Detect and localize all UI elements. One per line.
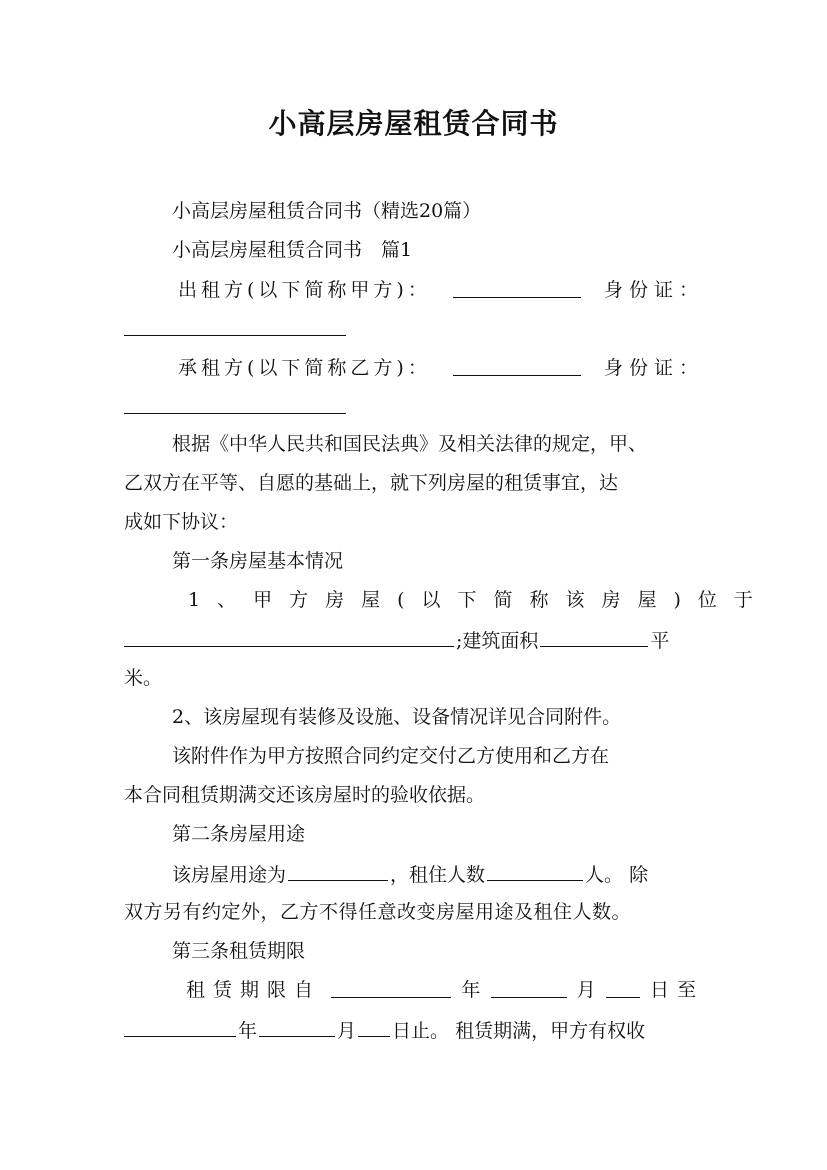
term-line-2: [124, 1010, 704, 1049]
occupants-unit: 人。 除: [585, 864, 649, 886]
lessor-line: [178, 271, 704, 310]
location-blank: [124, 620, 454, 647]
lessor-label: 出租方(以下简称甲方)：: [178, 279, 431, 301]
term-end-month-blank: [259, 1010, 335, 1037]
lessee-label: 承租方(以下简称乙方)：: [178, 357, 431, 379]
basis-line-1: 根据《中华人民共和国民法典》及相关法律的规定，甲、: [172, 433, 648, 455]
term-month-label: 月: [576, 979, 596, 1001]
term-year-label: 年: [461, 979, 481, 1001]
document-title: 小高层房屋租赁合同书: [268, 107, 559, 140]
paragraph-subtitle: 小高层房屋租赁合同书（精选20篇）: [172, 200, 482, 222]
term-start-year-blank: [331, 971, 451, 998]
term-line-1: [186, 971, 704, 1010]
area-label: ;建筑面积: [456, 630, 539, 652]
annex-line-1: 该附件作为甲方按照合同约定交付乙方使用和乙方在: [172, 745, 610, 767]
article-1-item-1: 1、甲方房屋(以下简称该房屋)位于: [188, 589, 770, 611]
article-1-heading: 第一条房屋基本情况: [172, 550, 344, 572]
occupants-label: ，租住人数: [390, 864, 486, 886]
lessee-id-blank: [124, 412, 346, 414]
lessor-id-blank: [124, 334, 346, 336]
article-2-heading: 第二条房屋用途: [172, 823, 306, 845]
paragraph-section-heading: 小高层房屋租赁合同书 篇1: [172, 239, 413, 261]
lessor-name-blank: [453, 271, 581, 298]
occupants-blank: [487, 854, 583, 881]
term-end-year-label: 年: [238, 1020, 258, 1042]
term-day-to-label: 日至: [649, 979, 704, 1001]
term-start-month-blank: [491, 971, 567, 998]
term-end-day-blank: [358, 1010, 390, 1037]
use-line: [172, 854, 704, 893]
lessee-name-blank: [453, 349, 581, 376]
use-line-2: 双方另有约定外，乙方不得任意改变房屋用途及租住人数。: [124, 901, 632, 923]
lessor-id-label: 身份证：: [603, 279, 704, 301]
term-start-day-blank: [606, 971, 640, 998]
area-line: [124, 620, 704, 659]
basis-line-2: 乙双方在平等、自愿的基础上，就下列房屋的租赁事宜，达: [124, 472, 619, 494]
basis-line-3: 成如下协议：: [124, 511, 239, 533]
term-end-year-blank: [124, 1010, 236, 1037]
area-unit-line: 米。: [124, 667, 163, 689]
use-blank: [288, 854, 388, 881]
area-blank: [540, 620, 648, 647]
article-1-item-2: 2、该房屋现有装修及设施、设备情况详见合同附件。: [172, 706, 622, 728]
article-3-heading: 第三条租赁期限: [172, 940, 306, 962]
term-end-text: 日止。 租赁期满，甲方有权收: [392, 1020, 646, 1042]
use-label: 该房屋用途为: [172, 864, 287, 886]
term-label: 租赁期限自: [186, 979, 322, 1001]
annex-line-2: 本合同租赁期满交还该房屋时的验收依据。: [124, 784, 486, 806]
area-unit: 平: [650, 630, 670, 652]
term-end-month-label: 月: [337, 1020, 357, 1042]
lessee-id-label: 身份证：: [603, 357, 704, 379]
lessee-line: [178, 349, 704, 388]
